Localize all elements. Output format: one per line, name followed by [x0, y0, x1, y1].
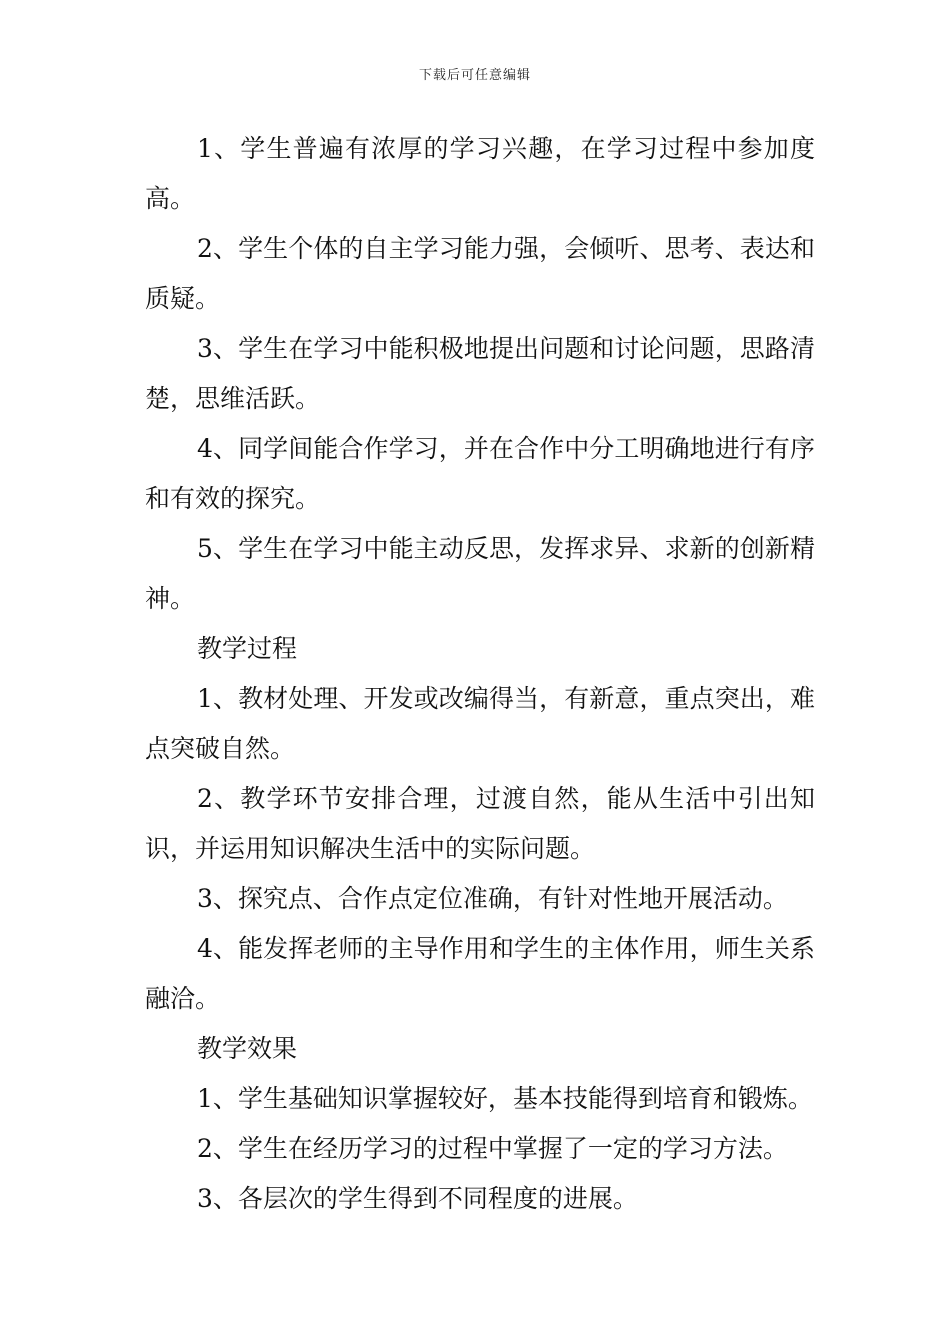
paragraph: 1、教材处理、开发或改编得当，有新意，重点突出，难点突破自然。: [145, 684, 815, 763]
paragraph: 2、学生在经历学习的过程中掌握了一定的学习方法。: [197, 1134, 788, 1163]
section-heading: 教学效果: [197, 1034, 298, 1063]
paragraph: 1、学生普遍有浓厚的学习兴趣，在学习过程中参加度高。: [145, 134, 815, 213]
paragraph: 3、探究点、合作点定位准确，有针对性地开展活动。: [197, 884, 788, 913]
section-heading: 教学过程: [197, 634, 298, 663]
paragraph: 1、学生基础知识掌握较好，基本技能得到培育和锻炼。: [197, 1084, 813, 1113]
page-header: 下载后可任意编辑: [418, 68, 531, 83]
paragraph: 3、各层次的学生得到不同程度的进展。: [197, 1184, 638, 1213]
paragraph: 5、学生在学习中能主动反思，发挥求异、求新的创新精神。: [145, 534, 815, 613]
paragraph: 2、教学环节安排合理，过渡自然，能从生活中引出知识，并运用知识解决生活中的实际问题。: [145, 784, 815, 863]
paragraph: 3、学生在学习中能积极地提出问题和讨论问题，思路清楚，思维活跃。: [145, 334, 815, 413]
document-body: [145, 124, 815, 1224]
paragraph: 4、能发挥老师的主导作用和学生的主体作用，师生关系融洽。: [145, 934, 815, 1013]
paragraph: 4、同学间能合作学习，并在合作中分工明确地进行有序和有效的探究。: [145, 434, 815, 513]
paragraph: 2、学生个体的自主学习能力强，会倾听、思考、表达和质疑。: [145, 234, 815, 313]
